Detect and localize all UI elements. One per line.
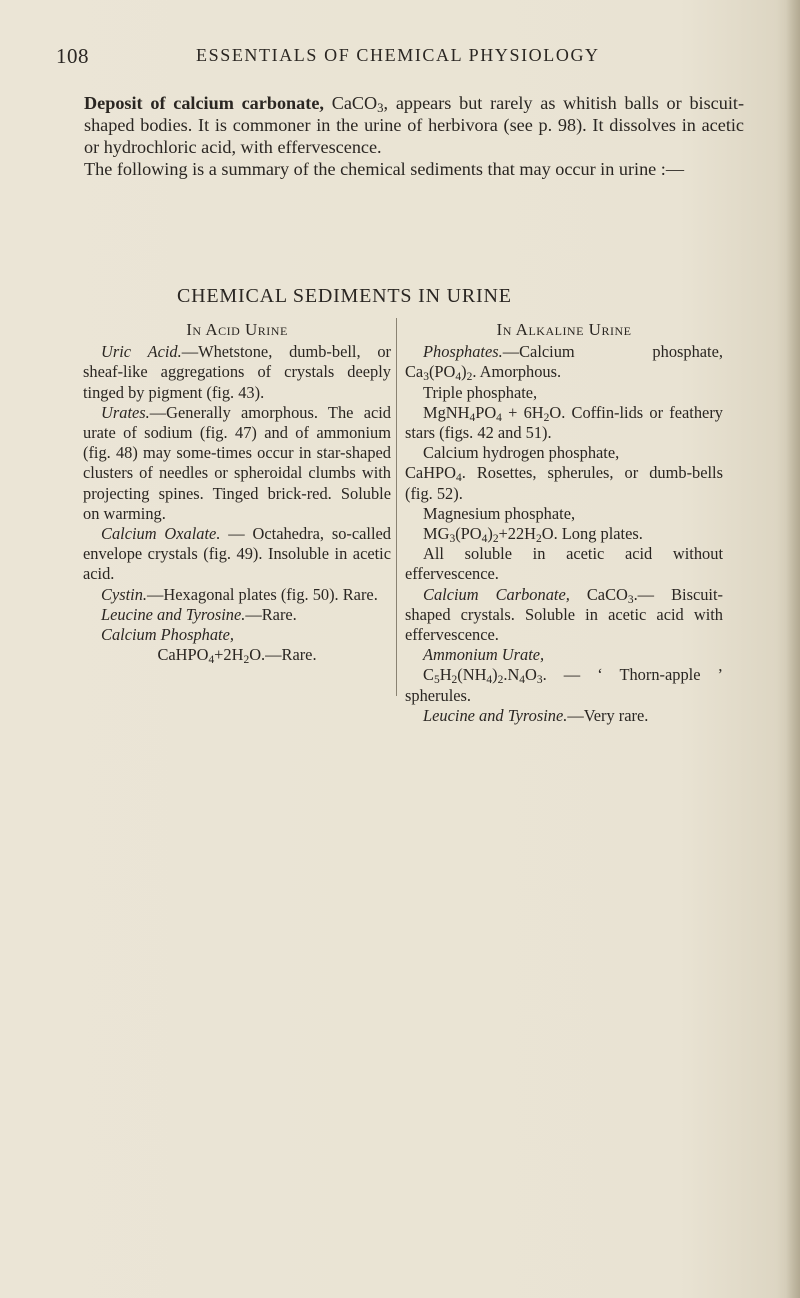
calcium-carbonate-name: Calcium Carbonate, [423, 584, 570, 604]
intro-text [84, 92, 744, 180]
uric-acid-name: Uric Acid. [101, 342, 182, 362]
formula-part: CaHPO [157, 645, 209, 665]
hydrogen-phosphate-entry: CaHPO$_4$. Rosettes, spherules, or dumb-bells (fig. 52). [405, 463, 723, 503]
acid-urine-heading: In Acid Urine [186, 320, 288, 339]
urates-name: Urates. [101, 402, 150, 422]
urates-entry [83, 403, 391, 524]
cystin-text: —Hexagonal plates (fig. 50). Rare. [147, 584, 378, 604]
leucine-tyrosine-text: —Very rare. [567, 705, 649, 725]
section-title: CHEMICAL SEDIMENTS IN URINE [177, 285, 512, 307]
uric-acid-text: —Whetstone, dumb-bell, or sheaf-like aggregations of crystals deeply tinged by pigment (fig. 43). [83, 342, 392, 402]
urates-text: —Generally amorphous. The acid urate of sodium (fig. 47) and of ammonium (fig. 48) may some-times occur in star-shaped clusters of needles or spheroidal clumbs with projecting spines. Tinged brick-red. Soluble on warming. [83, 402, 391, 523]
calcium-oxalate-entry [83, 524, 391, 585]
phosphates-name: Phosphates. [423, 342, 503, 362]
hydrogen-phosphate-label: Calcium hydrogen phosphate, [423, 443, 620, 463]
intro-bold-lead: Deposit of calcium carbonate, [84, 93, 332, 113]
leucine-text: —Rare. [245, 604, 297, 624]
page-header [56, 44, 756, 74]
intro-paragraph [84, 92, 744, 158]
all-soluble-note: All soluble in acetic acid without effervescence. [405, 544, 723, 584]
leucine-tyrosine-name: Leucine and Tyrosine. [423, 705, 568, 725]
column-divider [396, 318, 397, 696]
magnesium-phosphate-label: Magnesium phosphate, [423, 503, 576, 523]
alkaline-urine-column [405, 320, 723, 726]
formula-sub: 2 [243, 654, 250, 667]
calcium-carbonate-entry: Calcium Carbonate, CaCO$_3$.— Biscuit-shaped crystals. Soluble in acetic acid with effervescence. [405, 584, 723, 645]
formula-sub: 4 [208, 654, 215, 667]
running-title: ESSENTIALS OF CHEMICAL PHYSIOLOGY [196, 45, 600, 65]
calcium-phosphate-entry [83, 625, 391, 645]
ammonium-urate-formula: $C_5H_2(NH_4)_2.N_4O_3$. — ‘ Thorn-apple ’ spherules. [405, 665, 723, 705]
phosphates-entry [405, 342, 723, 382]
phosphates-text: —Calcium phosphate, [502, 342, 723, 362]
intro-formula: CaCO [331, 93, 378, 113]
ammonium-urate-name: Ammonium Urate, [423, 645, 545, 665]
cystin-entry [83, 585, 391, 605]
calcium-phosphate-name: Calcium Phosphate, [101, 625, 234, 645]
page-edge-shadow [786, 0, 800, 1298]
alkaline-urine-heading: In Alkaline Urine [496, 320, 632, 339]
summary-paragraph: The following is a summary of the chemical sediments that may occur in urine :— [84, 159, 685, 179]
calcium-oxalate-name: Calcium Oxalate. [101, 524, 221, 544]
triple-phosphate-entry: $MgNH_4PO_4 + 6H_2O$. Coffin-lids or feathery stars (figs. 42 and 51). [405, 402, 723, 443]
ammonium-urate-entry [405, 645, 723, 665]
acid-urine-column [83, 320, 391, 665]
uric-acid-entry [83, 342, 391, 403]
formula-part: +2H [214, 645, 244, 665]
intro-formula-sub: 3 [377, 101, 384, 116]
leucine-name: Leucine and Tyrosine. [101, 604, 246, 624]
leucine-tyrosine-entry [405, 706, 723, 726]
formula-part: O.—Rare. [249, 645, 317, 665]
calcium-phosphate-formula [83, 645, 391, 665]
cystin-name: Cystin. [101, 584, 148, 604]
leucine-entry [83, 605, 391, 625]
page-number: 108 [56, 44, 89, 68]
calcium-oxalate-text: — Octahedra, so-called envelope crystals (fig. 49). Insoluble in acetic acid. [83, 524, 391, 584]
formula: $Ca_3(PO_4)_2$. Amorphous. [405, 362, 562, 384]
triple-phosphate-label: Triple phosphate, [423, 382, 538, 402]
intro-paragraph-text: , appears but rarely as whitish balls or biscuit-shaped bodies. It is commoner in the urine of herbivora (see p. 98). It dissolves in acetic or hydrochloric acid, with effervescence. [84, 93, 744, 157]
magnesium-phosphate-entry: $MG_3(PO_4)_2+22H_2O$. Long plates. [423, 524, 643, 545]
